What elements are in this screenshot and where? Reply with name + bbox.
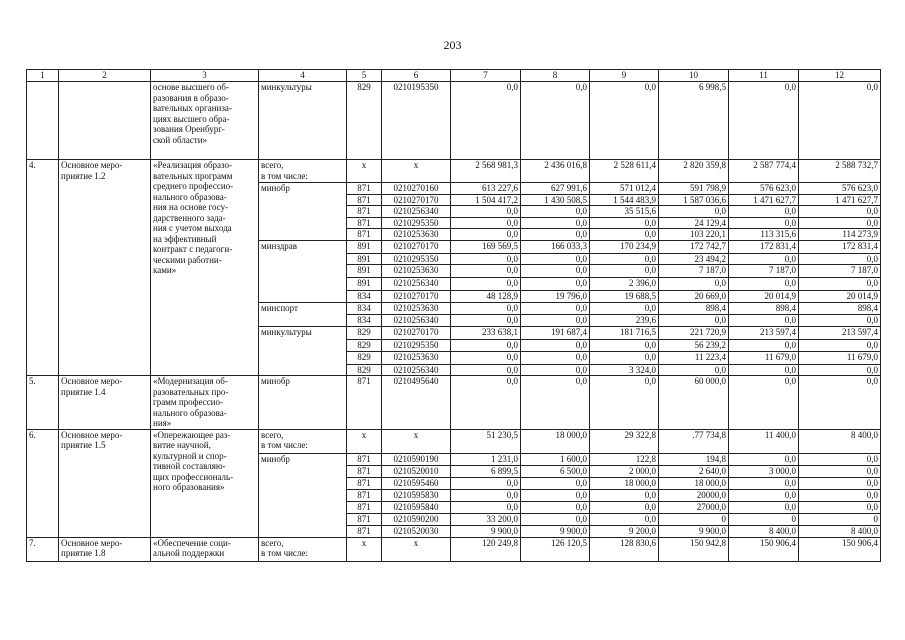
amount-cell: 0	[799, 513, 881, 525]
amount-cell: 0,0	[521, 265, 590, 278]
amount-cell: 150 906,4	[799, 537, 881, 561]
amount-cell: 0,0	[521, 315, 590, 327]
budget-table	[26, 69, 881, 562]
amount-cell: .77 734,8	[659, 429, 729, 453]
amount-cell: 0,0	[521, 376, 590, 430]
grbs-code-cell: 891	[347, 278, 382, 291]
grbs-code-cell: 871	[347, 525, 382, 537]
executor-cell	[259, 229, 347, 241]
amount-cell: 1 471 627,7	[729, 194, 799, 206]
item-number-cell: 6.	[27, 429, 59, 537]
amount-cell: 898,4	[799, 303, 881, 315]
amount-cell: 0,0	[590, 513, 659, 525]
budget-code-cell: 0210270170	[382, 327, 451, 340]
amount-cell: 0,0	[799, 501, 881, 513]
amount-cell: 0,0	[521, 501, 590, 513]
amount-cell: 2 568 981,3	[451, 160, 521, 183]
amount-cell: 6 899,5	[451, 465, 521, 477]
column-number-cell: 9	[590, 70, 659, 82]
grbs-code-cell: 871	[347, 477, 382, 489]
executor-cell	[259, 194, 347, 206]
amount-cell: 128 830,6	[590, 537, 659, 561]
measure-name-cell: Основное меро- приятие 1.8	[59, 537, 151, 561]
amount-cell: 0,0	[729, 501, 799, 513]
amount-cell: 0,0	[521, 229, 590, 241]
grbs-code-cell: 829	[347, 327, 382, 340]
amount-cell: 0,0	[799, 477, 881, 489]
item-number-cell: 4.	[27, 160, 59, 376]
amount-cell: 1 600,0	[521, 453, 590, 465]
amount-cell: 0,0	[799, 489, 881, 501]
amount-cell: 0,0	[451, 265, 521, 278]
budget-code-cell: 0210253630	[382, 303, 451, 315]
executor-cell	[259, 253, 347, 265]
amount-cell: 20000,0	[659, 489, 729, 501]
amount-cell: 9 200,0	[590, 525, 659, 537]
executor-cell	[259, 477, 347, 489]
budget-code-cell: x	[382, 429, 451, 453]
amount-cell: 0,0	[729, 217, 799, 229]
amount-cell: 0,0	[451, 501, 521, 513]
amount-cell: 0,0	[799, 453, 881, 465]
amount-cell: 0,0	[451, 217, 521, 229]
measure-name-cell	[59, 82, 151, 160]
amount-cell: 0,0	[521, 217, 590, 229]
amount-cell: 2 000,0	[590, 465, 659, 477]
executor-cell: всего, в том числе:	[259, 429, 347, 453]
amount-cell: 11 679,0	[799, 351, 881, 364]
amount-cell: 0,0	[521, 206, 590, 218]
amount-cell: 60 000,0	[659, 376, 729, 430]
amount-cell: 0,0	[451, 351, 521, 364]
amount-cell: 170 234,9	[590, 240, 659, 253]
grbs-code-cell: 871	[347, 489, 382, 501]
amount-cell: 0,0	[451, 303, 521, 315]
amount-cell: 0,0	[590, 340, 659, 352]
amount-cell: 0,0	[729, 364, 799, 376]
executor-cell: минкультуры	[259, 82, 347, 160]
budget-code-cell: 0210253630	[382, 265, 451, 278]
amount-cell: 0,0	[799, 217, 881, 229]
budget-code-cell: 0210253630	[382, 229, 451, 241]
amount-cell: 29 322,8	[590, 429, 659, 453]
budget-code-cell: 0210590190	[382, 453, 451, 465]
amount-cell: 0,0	[521, 340, 590, 352]
amount-cell: 233 638,1	[451, 327, 521, 340]
amount-cell: 0,0	[590, 82, 659, 160]
budget-code-cell: 0210595840	[382, 501, 451, 513]
amount-cell: 1 430 508,5	[521, 194, 590, 206]
amount-cell: 19 688,5	[590, 291, 659, 303]
budget-code-cell: x	[382, 160, 451, 183]
amount-cell: 0,0	[590, 303, 659, 315]
amount-cell: 0,0	[451, 376, 521, 430]
amount-cell: 0,0	[729, 315, 799, 327]
amount-cell: 0,0	[659, 278, 729, 291]
amount-cell: 0,0	[451, 229, 521, 241]
budget-code-cell: 0210256340	[382, 278, 451, 291]
budget-code-cell: 0210270170	[382, 291, 451, 303]
amount-cell: 35 515,6	[590, 206, 659, 218]
amount-cell: 0,0	[451, 206, 521, 218]
measure-description-cell: «Модернизация об- разовательных про- грамм профессио- нального образова- ния»	[151, 376, 259, 430]
executor-cell: минспорт	[259, 303, 347, 315]
amount-cell: 0,0	[799, 376, 881, 430]
amount-cell: 0,0	[451, 278, 521, 291]
executor-cell	[259, 364, 347, 376]
amount-cell: 2 587 774,4	[729, 160, 799, 183]
amount-cell: 9 900,0	[659, 525, 729, 537]
budget-code-cell: 0210195350	[382, 82, 451, 160]
grbs-code-cell: 829	[347, 364, 382, 376]
amount-cell: 0,0	[590, 265, 659, 278]
amount-cell: 23 494,2	[659, 253, 729, 265]
grbs-code-cell: 871	[347, 513, 382, 525]
amount-cell: 7 187,0	[799, 265, 881, 278]
executor-cell: всего, в том числе:	[259, 160, 347, 183]
amount-cell: 2 436 016,8	[521, 160, 590, 183]
amount-cell: 24 129,4	[659, 217, 729, 229]
grbs-code-cell: x	[347, 160, 382, 183]
amount-cell: 221 720,9	[659, 327, 729, 340]
column-number-cell: 11	[729, 70, 799, 82]
amount-cell: 0,0	[590, 229, 659, 241]
amount-cell: 0,0	[451, 340, 521, 352]
measure-description-cell: «Реализация образо- вательных программ среднего профессио- нального образова- ния на основе госу- дарственного зада- ния с учетом выхода на эффективный контракт с педагоги- ческими работни- ками»	[151, 160, 259, 376]
amount-cell: 19 796,0	[521, 291, 590, 303]
table-row	[27, 537, 881, 561]
amount-cell: 0,0	[521, 489, 590, 501]
amount-cell: 18 000,0	[521, 429, 590, 453]
column-number-cell: 10	[659, 70, 729, 82]
item-number-cell: 7.	[27, 537, 59, 561]
amount-cell: 56 239,2	[659, 340, 729, 352]
table-row	[27, 376, 881, 430]
grbs-code-cell: 871	[347, 465, 382, 477]
measure-description-cell: основе высшего об- разования в образо- вательных организа- циях высшего обра- зования Оренбург- ской области»	[151, 82, 259, 160]
grbs-code-cell: 891	[347, 253, 382, 265]
amount-cell: 0,0	[729, 82, 799, 160]
amount-cell: 8 400,0	[799, 525, 881, 537]
amount-cell: 9 900,0	[521, 525, 590, 537]
measure-description-cell: «Опережающее раз- витие научной, культурной и спор- тивной составляю- щих профессиональ- ного образования»	[151, 429, 259, 537]
amount-cell: 0,0	[799, 253, 881, 265]
grbs-code-cell: 871	[347, 453, 382, 465]
measure-name-cell: Основное меро- приятие 1.4	[59, 376, 151, 430]
amount-cell: 627 991,6	[521, 183, 590, 195]
amount-cell: 0,0	[521, 477, 590, 489]
grbs-code-cell: 834	[347, 291, 382, 303]
amount-cell: 0,0	[729, 376, 799, 430]
table-row	[27, 82, 881, 160]
budget-code-cell: x	[382, 537, 451, 561]
grbs-code-cell: 871	[347, 217, 382, 229]
amount-cell: 120 249,8	[451, 537, 521, 561]
budget-code-cell: 0210270170	[382, 194, 451, 206]
executor-cell	[259, 501, 347, 513]
column-number-cell: 1	[27, 70, 59, 82]
amount-cell: 9 900,0	[451, 525, 521, 537]
amount-cell: 0,0	[729, 453, 799, 465]
executor-cell	[259, 489, 347, 501]
grbs-code-cell: 871	[347, 501, 382, 513]
amount-cell: 0,0	[799, 82, 881, 160]
grbs-code-cell: 891	[347, 265, 382, 278]
amount-cell: 172 831,4	[729, 240, 799, 253]
column-number-cell: 6	[382, 70, 451, 82]
grbs-code-cell: 829	[347, 82, 382, 160]
budget-code-cell: 0210256340	[382, 315, 451, 327]
amount-cell: 213 597,4	[729, 327, 799, 340]
column-number-cell: 8	[521, 70, 590, 82]
grbs-code-cell: x	[347, 537, 382, 561]
grbs-code-cell: 829	[347, 351, 382, 364]
amount-cell: 11 223,4	[659, 351, 729, 364]
amount-cell: 20 669,0	[659, 291, 729, 303]
amount-cell: 7 187,0	[659, 265, 729, 278]
executor-cell	[259, 291, 347, 303]
amount-cell: 7 187,0	[729, 265, 799, 278]
amount-cell: 150 906,4	[729, 537, 799, 561]
amount-cell: 0,0	[729, 340, 799, 352]
amount-cell: 172 742,7	[659, 240, 729, 253]
amount-cell: 0,0	[521, 303, 590, 315]
amount-cell: 0,0	[590, 376, 659, 430]
amount-cell: 169 569,5	[451, 240, 521, 253]
amount-cell: 181 716,5	[590, 327, 659, 340]
amount-cell: 0,0	[521, 513, 590, 525]
amount-cell: 166 033,3	[521, 240, 590, 253]
amount-cell: 0,0	[729, 477, 799, 489]
amount-cell: 0,0	[659, 364, 729, 376]
amount-cell: 150 942,8	[659, 537, 729, 561]
executor-cell: минздрав	[259, 240, 347, 253]
amount-cell: 8 400,0	[799, 429, 881, 453]
amount-cell: 0,0	[799, 364, 881, 376]
amount-cell: 33 200,0	[451, 513, 521, 525]
budget-code-cell: 0210295350	[382, 340, 451, 352]
amount-cell: 576 623,0	[799, 183, 881, 195]
amount-cell: 0,0	[451, 82, 521, 160]
amount-cell: 898,4	[659, 303, 729, 315]
table-row	[27, 429, 881, 453]
amount-cell: 0,0	[799, 278, 881, 291]
amount-cell: 591 798,9	[659, 183, 729, 195]
amount-cell: 613 227,6	[451, 183, 521, 195]
page-number: 203	[443, 38, 462, 52]
amount-cell: 51 230,5	[451, 429, 521, 453]
amount-cell: 0,0	[590, 501, 659, 513]
amount-cell: 0,0	[451, 477, 521, 489]
grbs-code-cell: 829	[347, 340, 382, 352]
amount-cell: 6 500,0	[521, 465, 590, 477]
budget-code-cell: 0210595830	[382, 489, 451, 501]
amount-cell: 3 324,0	[590, 364, 659, 376]
amount-cell: 2 528 611,4	[590, 160, 659, 183]
executor-cell: минобр	[259, 453, 347, 465]
amount-cell: 0,0	[659, 206, 729, 218]
amount-cell: 0,0	[729, 253, 799, 265]
executor-cell	[259, 206, 347, 218]
executor-cell	[259, 217, 347, 229]
executor-cell	[259, 513, 347, 525]
grbs-code-cell: 871	[347, 206, 382, 218]
executor-cell: минкультуры	[259, 327, 347, 340]
grbs-code-cell: x	[347, 429, 382, 453]
amount-cell: 191 687,4	[521, 327, 590, 340]
amount-cell: 0,0	[729, 278, 799, 291]
measure-name-cell: Основное меро- приятие 1.2	[59, 160, 151, 376]
amount-cell: 6 998,5	[659, 82, 729, 160]
amount-cell: 11 400,0	[729, 429, 799, 453]
amount-cell: 2 820 359,8	[659, 160, 729, 183]
amount-cell: 0,0	[590, 217, 659, 229]
amount-cell: 18 000,0	[659, 477, 729, 489]
amount-cell: 113 315,6	[729, 229, 799, 241]
amount-cell: 0,0	[521, 351, 590, 364]
column-number-cell: 7	[451, 70, 521, 82]
amount-cell: 1 471 627,7	[799, 194, 881, 206]
amount-cell: 1 544 483,9	[590, 194, 659, 206]
budget-code-cell: 0210595460	[382, 477, 451, 489]
amount-cell: 0,0	[729, 489, 799, 501]
amount-cell: 2 588 732,7	[799, 160, 881, 183]
header-row	[27, 70, 881, 82]
amount-cell: 0,0	[451, 253, 521, 265]
budget-code-cell: 0210253630	[382, 351, 451, 364]
grbs-code-cell: 871	[347, 229, 382, 241]
item-number-cell	[27, 82, 59, 160]
grbs-code-cell: 871	[347, 183, 382, 195]
amount-cell: 0,0	[590, 489, 659, 501]
item-number-cell: 5.	[27, 376, 59, 430]
amount-cell: 103 220,1	[659, 229, 729, 241]
executor-cell: минобр	[259, 183, 347, 195]
amount-cell: 194,8	[659, 453, 729, 465]
budget-code-cell: 0210256340	[382, 206, 451, 218]
executor-cell: минобр	[259, 376, 347, 430]
grbs-code-cell: 834	[347, 303, 382, 315]
amount-cell: 126 120,5	[521, 537, 590, 561]
amount-cell: 571 012,4	[590, 183, 659, 195]
amount-cell: 0,0	[521, 82, 590, 160]
table-row	[27, 160, 881, 183]
amount-cell: 0,0	[590, 351, 659, 364]
measure-name-cell: Основное меро- приятие 1.5	[59, 429, 151, 537]
amount-cell: 1 231,0	[451, 453, 521, 465]
column-number-cell: 12	[799, 70, 881, 82]
amount-cell: 0,0	[451, 489, 521, 501]
amount-cell: 2 396,0	[590, 278, 659, 291]
amount-cell: 20 014,9	[799, 291, 881, 303]
amount-cell: 0,0	[521, 364, 590, 376]
grbs-code-cell: 834	[347, 315, 382, 327]
amount-cell: 0,0	[799, 340, 881, 352]
budget-code-cell: 0210520010	[382, 465, 451, 477]
amount-cell: 3 000,0	[729, 465, 799, 477]
executor-cell	[259, 340, 347, 352]
amount-cell: 0,0	[521, 278, 590, 291]
executor-cell	[259, 525, 347, 537]
amount-cell: 0,0	[799, 206, 881, 218]
budget-code-cell: 0210270170	[382, 240, 451, 253]
amount-cell: 0,0	[729, 206, 799, 218]
measure-description-cell: «Обеспечение соци- альной поддержки	[151, 537, 259, 561]
executor-cell	[259, 351, 347, 364]
amount-cell: 0	[659, 513, 729, 525]
amount-cell: 20 014,9	[729, 291, 799, 303]
amount-cell: 239,6	[590, 315, 659, 327]
budget-code-cell: 0210295350	[382, 217, 451, 229]
budget-code-cell: 0210256340	[382, 364, 451, 376]
amount-cell: 0,0	[451, 315, 521, 327]
amount-cell: 576 623,0	[729, 183, 799, 195]
amount-cell: 11 679,0	[729, 351, 799, 364]
amount-cell: 213 597,4	[799, 327, 881, 340]
amount-cell: 1 587 036,6	[659, 194, 729, 206]
executor-cell: всего, в том числе:	[259, 537, 347, 561]
budget-code-cell: 0210495640	[382, 376, 451, 430]
amount-cell: 1 504 417,2	[451, 194, 521, 206]
column-number-cell: 3	[151, 70, 259, 82]
executor-cell	[259, 278, 347, 291]
budget-code-cell: 0210520030	[382, 525, 451, 537]
amount-cell: 27000,0	[659, 501, 729, 513]
amount-cell: 0,0	[659, 315, 729, 327]
amount-cell: 0,0	[799, 315, 881, 327]
amount-cell: 48 128,9	[451, 291, 521, 303]
executor-cell	[259, 315, 347, 327]
amount-cell: 0,0	[799, 465, 881, 477]
budget-code-cell: 0210590200	[382, 513, 451, 525]
amount-cell: 122,8	[590, 453, 659, 465]
amount-cell: 0	[729, 513, 799, 525]
amount-cell: 898,4	[729, 303, 799, 315]
column-number-cell: 5	[347, 70, 382, 82]
column-number-cell: 2	[59, 70, 151, 82]
executor-cell	[259, 265, 347, 278]
amount-cell: 0,0	[521, 253, 590, 265]
amount-cell: 18 000,0	[590, 477, 659, 489]
grbs-code-cell: 891	[347, 240, 382, 253]
grbs-code-cell: 871	[347, 194, 382, 206]
budget-code-cell: 0210295350	[382, 253, 451, 265]
amount-cell: 114 273,9	[799, 229, 881, 241]
executor-cell	[259, 465, 347, 477]
amount-cell: 8 400,0	[729, 525, 799, 537]
grbs-code-cell: 871	[347, 376, 382, 430]
amount-cell: 0,0	[451, 364, 521, 376]
amount-cell: 2 640,0	[659, 465, 729, 477]
amount-cell: 0,0	[590, 253, 659, 265]
budget-code-cell: 0210270160	[382, 183, 451, 195]
column-number-cell: 4	[259, 70, 347, 82]
amount-cell: 172 831,4	[799, 240, 881, 253]
